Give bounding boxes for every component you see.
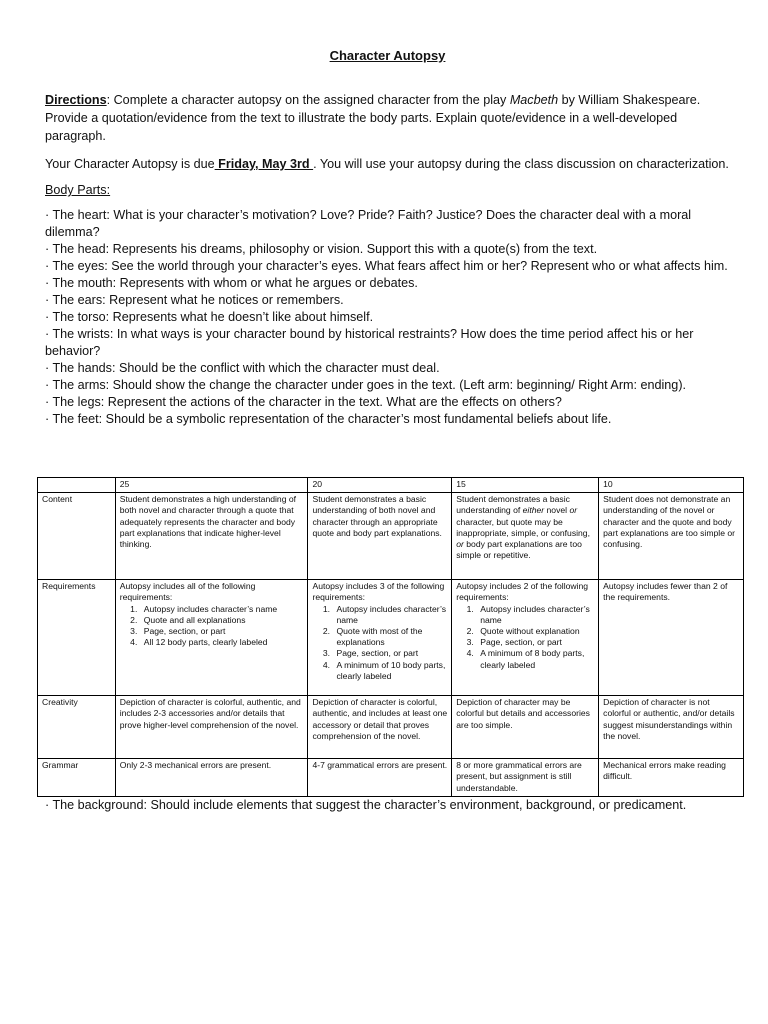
table-cell: Depiction of character is colorful, authentic, and includes at least one accessory or detail that proves comprehension of the novel. [308,696,452,759]
requirements-list [120,604,304,649]
document-page [45,48,730,428]
list-item: 3. Page, section, or part [476,637,594,648]
directions-paragraph [45,91,730,145]
table-cell [115,580,308,696]
row-label: Content [38,493,116,580]
requirements-list [312,604,447,682]
list-item: 1. Autopsy includes character’s name [476,604,594,626]
table-cell [452,493,599,580]
rubric-table [37,477,744,797]
body-part-torso: · The torso: Represents what he doesn’t like about himself. [45,310,374,324]
list-item: 1. Autopsy includes character’s name [332,604,447,626]
list-item: 3. Page, section, or part [140,626,304,637]
cell-emphasis: or [569,505,578,516]
cell-text: novel [544,505,570,516]
table-cell: Autopsy includes fewer than 2 of the requirements. [599,580,744,696]
list-item: 4. All 12 body parts, clearly labeled [140,637,304,648]
due-date: Friday, May 3rd [214,157,314,171]
row-label: Creativity [38,696,116,759]
rubric-header-row [38,478,744,493]
directions-label: Directions [45,93,107,107]
body-parts-heading: Body Parts: [45,183,111,197]
table-cell: Student does not demonstrate an understanding of the novel or character and the quote and body part explanations are too simple or confusing. [599,493,744,580]
table-cell: Student demonstrates a high understanding of both novel and character through a quote that adequately represents the character and body part explanations that indicate higher-level thinking. [115,493,308,580]
cell-intro: Autopsy includes 2 of the following requirements: [456,581,589,603]
body-part-feet: · The feet: Should be a symbolic representation of the character’s most fundamental beliefs about life. [45,412,612,426]
rubric-row-requirements [38,580,744,696]
table-cell: 4-7 grammatical errors are present. [308,759,452,797]
cell-text: body part explanations are too simple or repetitive. [456,539,582,561]
due-date-paragraph [45,155,730,173]
list-item: 3. Page, section, or part [332,648,447,659]
cell-text: Student demonstrates a basic understanding of [456,494,570,516]
table-cell: Depiction of character may be colorful but details and accessories are too simple. [452,696,599,759]
body-part-background: · The background: Should include elements that suggest the character’s environment, background, or predicament. [45,798,687,812]
document-title: Character Autopsy [329,48,446,63]
rubric-header-blank [38,478,116,493]
rubric-header-15: 15 [452,478,599,493]
table-cell: Mechanical errors make reading difficult. [599,759,744,797]
cell-intro: Autopsy includes 3 of the following requirements: [312,581,445,603]
list-item: 2. Quote without explanation [476,626,594,637]
body-part-hands: · The hands: Should be the conflict with which the character must deal. [45,361,440,375]
table-cell: Depiction of character is colorful, authentic, and includes 2-3 accessories and/or details that prove higher-level comprehension of the novel. [115,696,308,759]
list-item: 1. Autopsy includes character’s name [140,604,304,615]
rubric-header-20: 20 [308,478,452,493]
row-label: Grammar [38,759,116,797]
due-text-2: . You will use your autopsy during the class discussion on characterization. [313,157,729,171]
body-part-wrists: · The wrists: In what ways is your character bound by historical restraints? How does the time period affect his or her behavior? [45,327,694,358]
requirements-list [456,604,594,671]
table-cell: 8 or more grammatical errors are present, but assignment is still understandable. [452,759,599,797]
directions-text-2: by William Shakespeare. Provide a quotation/evidence from the text to illustrate the body parts. Explain quote/evidence in a well-developed paragraph. [45,93,701,143]
body-part-eyes: · The eyes: See the world through your character’s eyes. What fears affect him or her? Represent who or what affects him. [45,259,728,273]
cell-text: character, but quote may be inappropriate, simple, or confusing, [456,516,590,538]
cell-emphasis: either [522,505,545,516]
rubric-row-grammar [38,759,744,797]
body-part-head: · The head: Represents his dreams, philosophy or vision. Support this with a quote(s) from the text. [45,242,598,256]
list-item: 4. A minimum of 10 body parts, clearly labeled [332,660,447,682]
body-part-arms: · The arms: Should show the change the character under goes in the text. (Left arm: beginning/ Right Arm: ending). [45,378,687,392]
table-cell: Student demonstrates a basic understanding of both novel and character through an appropriate quote and body part explanations. [308,493,452,580]
cell-intro: Autopsy includes all of the following requirements: [119,581,256,603]
body-parts-list [45,207,730,428]
rubric-row-content [38,493,744,580]
body-part-legs: · The legs: Represent the actions of the character in the text. What are the effects on others? [45,395,562,409]
row-label: Requirements [38,580,116,696]
rubric-header-25: 25 [115,478,308,493]
body-part-mouth: · The mouth: Represents with whom or what he argues or debates. [45,276,418,290]
body-part-ears: · The ears: Represent what he notices or remembers. [45,293,344,307]
table-cell [452,580,599,696]
due-text-1: Your Character Autopsy is due [45,157,215,171]
table-cell [308,580,452,696]
body-part-heart: · The heart: What is your character’s motivation? Love? Pride? Faith? Justice? Does the character deal with a moral dilemma? [45,208,692,239]
play-title: Macbeth [509,93,559,107]
table-cell: Depiction of character is not colorful or authentic, and/or details suggest misunderstandings within the novel. [599,696,744,759]
list-item: 2. Quote and all explanations [140,615,304,626]
list-item: 4. A minimum of 8 body parts, clearly labeled [476,648,594,670]
table-cell: Only 2-3 mechanical errors are present. [115,759,308,797]
rubric-header-10: 10 [599,478,744,493]
cell-emphasis: or [456,539,464,550]
list-item: 2. Quote with most of the explanations [332,626,447,648]
directions-text-1: : Complete a character autopsy on the assigned character from the play [106,93,510,107]
rubric-row-creativity [38,696,744,759]
